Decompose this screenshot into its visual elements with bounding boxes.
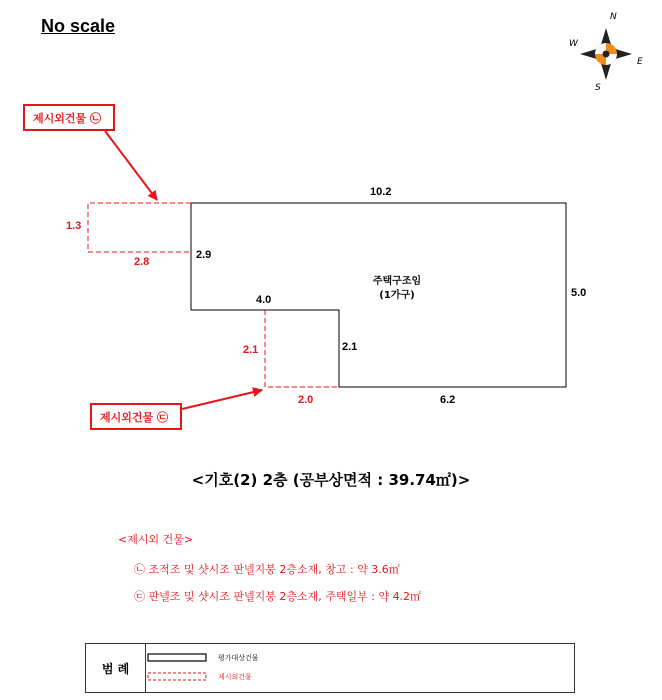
compass-south: S <box>595 83 601 93</box>
room-label-line2: (1가구) <box>379 290 415 301</box>
room-label-line1: 주택구조임 <box>372 276 422 287</box>
callout-extension-a: 제시외건물 ㉡ <box>23 104 115 131</box>
note-item: ㉡ 조적조 및 샷시조 판넬지붕 2층소재, 창고 : 약 3.6㎡ <box>134 563 400 576</box>
legend-solid-label: 평가대상건물 <box>218 654 259 662</box>
drawing-caption: <기호(2) 2층 (공부상면적 : 39.74㎡)> <box>191 471 471 489</box>
legend-title: 범 례 <box>86 644 146 692</box>
dim-ext-c-height: 2.1 <box>243 344 259 356</box>
extension-b-outline <box>265 310 339 387</box>
dim-ext-c-width: 2.0 <box>298 394 314 406</box>
dim-step: 4.0 <box>256 294 272 306</box>
dim-inner-vertical: 2.1 <box>342 341 358 353</box>
dim-bottom: 6.2 <box>440 394 456 406</box>
scale-note: No scale <box>41 16 116 36</box>
callout-extension-b: 제시외건물 ㉢ <box>90 403 182 430</box>
extension-a-outline <box>88 203 191 252</box>
dim-ext-a-width: 2.8 <box>134 256 150 268</box>
compass-east: E <box>637 57 643 67</box>
extension-b-arrow <box>182 390 262 409</box>
legend-box <box>85 643 575 693</box>
dim-right: 5.0 <box>571 287 587 299</box>
notes-title: <제시외 건물> <box>118 533 194 546</box>
legend-dashed-label: 제시외건물 <box>218 673 252 681</box>
dim-ext-a-height: 1.3 <box>66 220 82 232</box>
dim-top: 10.2 <box>370 186 392 198</box>
room-label <box>362 275 432 303</box>
dim-left-upper: 2.9 <box>196 249 212 261</box>
extension-a-arrow <box>105 131 157 200</box>
compass-west: W <box>569 39 578 49</box>
note-item: ㉢ 판넬조 및 샷시조 판넬지붕 2층소재, 주택일부 : 약 4.2㎡ <box>134 590 422 603</box>
compass-north: N <box>610 12 617 22</box>
